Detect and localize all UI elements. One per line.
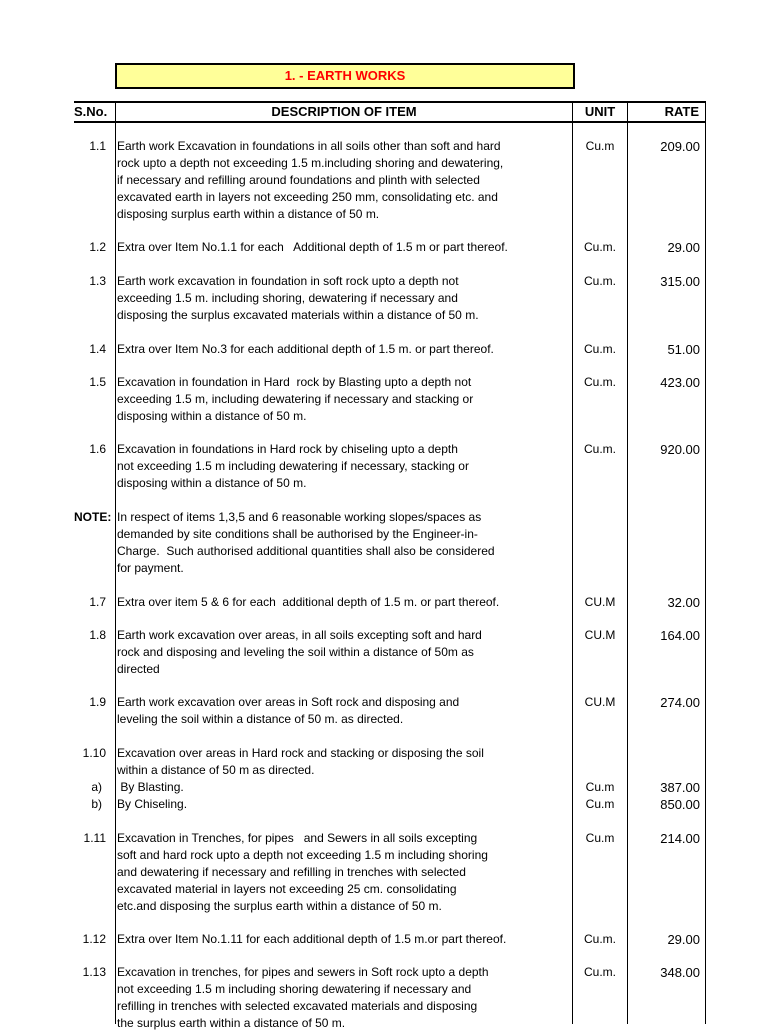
row-unit: CU.M: [584, 628, 616, 642]
row-rate: 387.00: [660, 780, 700, 795]
row-sno: 1.13: [82, 965, 106, 979]
row-description: Excavation in trenches, for pipes and sewers in Soft rock upto a depth not exceeding 1.5 m including shoring dewatering if necessary and refilling in trenches with selected excavated materials and disposing the surplus earth within a distance of 50 m.: [117, 965, 489, 1030]
row-description: Excavation in Trenches, for pipes and Sewers in all soils excepting soft and hard rock upto a depth not exceeding 1.5 m including shoring and dewatering if necessary and refilling in trenches with selected excavated material in layers not exceeding 25 cm. consolidating etc.and disposing the surplus earth within a distance of 50 m.: [117, 831, 488, 913]
header-bottom-rule: [74, 121, 706, 123]
row-sno: 1.7: [89, 595, 106, 609]
header-rate: RATE: [664, 104, 699, 119]
row-rate: 315.00: [660, 274, 700, 289]
row-sno: 1.2: [89, 240, 106, 254]
row-unit: Cu.m: [585, 139, 615, 153]
row-sno: 1.9: [89, 695, 106, 709]
row-description: Earth work excavation over areas, in all soils excepting soft and hard rock and disposing and leveling the soil within a distance of 50m as directed: [117, 628, 482, 676]
row-rate: 423.00: [660, 375, 700, 390]
header-description: DESCRIPTION OF ITEM: [271, 104, 417, 119]
row-description: By Blasting.: [117, 780, 184, 794]
row-unit: CU.M: [584, 595, 616, 609]
row-sno: 1.5: [89, 375, 106, 389]
row-sno: 1.11: [83, 831, 106, 845]
row-unit: Cu.m: [585, 831, 615, 845]
row-rate: 348.00: [660, 965, 700, 980]
row-rate: 51.00: [667, 342, 700, 357]
row-unit: Cu.m.: [583, 442, 616, 456]
row-sno: b): [91, 797, 102, 811]
row-description: Earth work Excavation in foundations in all soils other than soft and hard rock upto a depth not exceeding 1.5 m.including shoring and dewatering, if necessary and refilling around foundations and plinth with selected excavated earth in layers not exceeding 250 mm, consolidating etc. and disposing surplus earth within a distance of 50 m.: [117, 139, 504, 221]
row-sno: 1.8: [89, 628, 106, 642]
row-rate: 29.00: [667, 932, 700, 947]
header-top-rule: [74, 101, 706, 103]
row-rate: 209.00: [660, 139, 700, 154]
column-divider-sno: [115, 102, 116, 1024]
header-sno: S.No.: [74, 104, 108, 119]
row-unit: Cu.m: [585, 797, 615, 811]
row-sno: a): [91, 780, 102, 794]
row-unit: CU.M: [584, 695, 616, 709]
row-description: Extra over item 5 & 6 for each additional depth of 1.5 m. or part thereof.: [117, 595, 500, 609]
row-rate: 850.00: [660, 797, 700, 812]
note-label: NOTE:: [74, 510, 112, 524]
column-divider-right: [705, 102, 706, 1024]
row-rate: 164.00: [660, 628, 700, 643]
row-unit: Cu.m.: [583, 240, 616, 254]
row-sno: 1.3: [89, 274, 106, 288]
row-rate: 29.00: [667, 240, 700, 255]
row-unit: Cu.m.: [583, 375, 616, 389]
section-title: 1. - EARTH WORKS: [115, 63, 575, 89]
row-sno: 1.10: [82, 746, 106, 760]
row-description: Earth work excavation in foundation in soft rock upto a depth not exceeding 1.5 m. including shoring, dewatering if necessary and disposing the surplus excavated materials within a distance of 50 m.: [117, 274, 479, 322]
column-divider-rate: [627, 102, 628, 1024]
row-description: Extra over Item No.1.11 for each additional depth of 1.5 m.or part thereof.: [117, 932, 507, 946]
row-description: Excavation in foundations in Hard rock by chiseling upto a depth not exceeding 1.5 m including dewatering if necessary, stacking or disposing within a distance of 50 m.: [117, 442, 469, 490]
row-unit: Cu.m.: [583, 274, 616, 288]
row-sno: 1.4: [89, 342, 106, 356]
row-description: Earth work excavation over areas in Soft rock and disposing and leveling the soil within a distance of 50 m. as directed.: [117, 695, 460, 726]
row-sno: 1.6: [89, 442, 106, 456]
column-divider-unit: [572, 102, 573, 1024]
row-rate: 214.00: [660, 831, 700, 846]
note-text: In respect of items 1,3,5 and 6 reasonable working slopes/spaces as demanded by site conditions shall be authorised by the Engineer-in- Charge. Such authorised additional quantities shall also be considered for payment.: [117, 510, 495, 575]
row-unit: Cu.m.: [583, 965, 616, 979]
row-description: Excavation in foundation in Hard rock by Blasting upto a depth not exceeding 1.5 m, including dewatering if necessary and stacking or disposing within a distance of 50 m.: [117, 375, 474, 423]
row-description: Extra over Item No.1.1 for each Additional depth of 1.5 m or part thereof.: [117, 240, 508, 254]
row-rate: 920.00: [660, 442, 700, 457]
row-sno: 1.1: [89, 139, 106, 153]
row-unit: Cu.m.: [583, 342, 616, 356]
row-unit: Cu.m.: [583, 932, 616, 946]
header-unit: UNIT: [584, 104, 616, 119]
row-description: Extra over Item No.3 for each additional depth of 1.5 m. or part thereof.: [117, 342, 494, 356]
row-sno: 1.12: [82, 932, 106, 946]
row-description: Excavation over areas in Hard rock and stacking or disposing the soil within a distance of 50 m as directed.: [117, 746, 484, 777]
row-description: By Chiseling.: [117, 797, 188, 811]
row-unit: Cu.m: [585, 780, 615, 794]
row-rate: 32.00: [667, 595, 700, 610]
row-rate: 274.00: [660, 695, 700, 710]
